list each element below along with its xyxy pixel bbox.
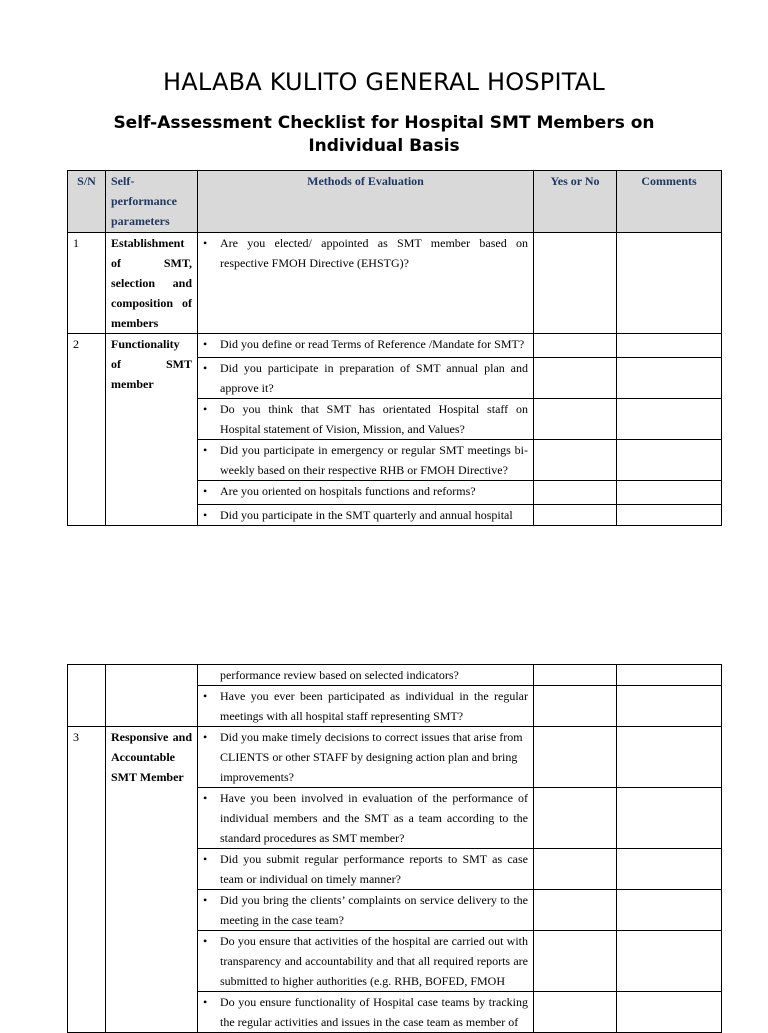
answer-cell[interactable] xyxy=(534,440,617,481)
question-text: Do you ensure that activities of the hospital are carried out with transparency and accountability and that all required reports are submitted to higher authorities (e.g. RHB, BOFED, FMOH xyxy=(220,934,528,988)
header-sn: S/N xyxy=(68,171,106,233)
question-cell xyxy=(198,727,534,788)
comment-cell[interactable] xyxy=(617,931,722,992)
question-cell xyxy=(198,931,534,992)
bullet: • xyxy=(203,995,208,1009)
question-text: Are you oriented on hospitals functions and reforms? xyxy=(220,484,476,498)
comment-cell[interactable] xyxy=(617,358,722,399)
question-cell xyxy=(198,890,534,931)
answer-cell[interactable] xyxy=(534,665,617,686)
bullet: • xyxy=(203,508,208,522)
comment-cell[interactable] xyxy=(617,890,722,931)
question-text: Did you bring the clients’ complaints on service delivery to the meeting in the case team? xyxy=(220,893,528,927)
answer-cell[interactable] xyxy=(534,727,617,788)
question-text: Are you elected/ appointed as SMT member based on respective FMOH Directive (EHSTG)? xyxy=(220,236,528,270)
row-sn xyxy=(68,665,106,727)
answer-cell[interactable] xyxy=(534,233,617,334)
question-cell xyxy=(198,849,534,890)
comment-cell[interactable] xyxy=(617,399,722,440)
question-cell xyxy=(198,399,534,440)
header-yes-no: Yes or No xyxy=(534,171,617,233)
header-parameters: Self-performance parameters xyxy=(106,171,198,233)
bullet: • xyxy=(203,236,208,250)
answer-cell[interactable] xyxy=(534,505,617,526)
bullet: • xyxy=(203,852,208,866)
question-cell xyxy=(198,233,534,334)
question-cell xyxy=(198,358,534,399)
comment-cell[interactable] xyxy=(617,849,722,890)
answer-cell[interactable] xyxy=(534,334,617,358)
row-sn: 3 xyxy=(68,727,106,1033)
checklist-table-page-2 xyxy=(67,664,722,1033)
question-cell xyxy=(198,788,534,849)
question-cell xyxy=(198,665,534,686)
question-text: Did you participate in preparation of SMT annual plan and approve it? xyxy=(220,361,528,395)
question-cell xyxy=(198,440,534,481)
question-cell xyxy=(198,481,534,505)
answer-cell[interactable] xyxy=(534,399,617,440)
bullet: • xyxy=(203,337,208,351)
row-sn: 2 xyxy=(68,334,106,526)
header-comments: Comments xyxy=(617,171,722,233)
table-row xyxy=(68,233,722,334)
table-row xyxy=(68,727,722,788)
comment-cell[interactable] xyxy=(617,992,722,1033)
comment-cell[interactable] xyxy=(617,440,722,481)
table-row xyxy=(68,665,722,686)
question-text: Did you submit regular performance reports to SMT as case team or individual on timely manner? xyxy=(220,852,528,886)
row-parameter: Functionality of SMT member xyxy=(106,334,198,526)
answer-cell[interactable] xyxy=(534,481,617,505)
bullet: • xyxy=(203,443,208,457)
comment-cell[interactable] xyxy=(617,727,722,788)
comment-cell[interactable] xyxy=(617,233,722,334)
question-text: Did you make timely decisions to correct issues that arise from CLIENTS or other STAFF by designing action plan and bring improvements? xyxy=(220,730,523,784)
question-cell xyxy=(198,992,534,1033)
document-subtitle: Self-Assessment Checklist for Hospital SMT Members on Individual Basis xyxy=(113,113,655,156)
header-methods: Methods of Evaluation xyxy=(198,171,534,233)
question-text: Have you ever been participated as individual in the regular meetings with all hospital staff representing SMT? xyxy=(220,689,528,723)
question-text: performance review based on selected indicators? xyxy=(220,668,459,682)
comment-cell[interactable] xyxy=(617,505,722,526)
bullet: • xyxy=(203,730,208,744)
question-cell xyxy=(198,334,534,358)
answer-cell[interactable] xyxy=(534,992,617,1033)
question-text: Did you participate in the SMT quarterly and annual hospital xyxy=(220,508,513,522)
question-text: Did you participate in emergency or regular SMT meetings bi-weekly based on their respective RHB or FMOH Directive? xyxy=(220,443,528,477)
comment-cell[interactable] xyxy=(617,665,722,686)
question-text: Do you think that SMT has orientated Hospital staff on Hospital statement of Vision, Mission, and Values? xyxy=(220,402,528,436)
answer-cell[interactable] xyxy=(534,686,617,727)
row-parameter xyxy=(106,665,198,727)
answer-cell[interactable] xyxy=(534,358,617,399)
bullet: • xyxy=(203,893,208,907)
bullet: • xyxy=(203,934,208,948)
question-text: Do you ensure functionality of Hospital case teams by tracking the regular activities and issues in the case team as member of xyxy=(220,995,528,1029)
table-row xyxy=(68,334,722,358)
answer-cell[interactable] xyxy=(534,849,617,890)
row-parameter: Establishment of SMT, selection and composition of members xyxy=(106,233,198,334)
bullet: • xyxy=(203,361,208,375)
row-parameter: Responsive and Accountable SMT Member xyxy=(106,727,198,1033)
table-header-row xyxy=(68,171,722,233)
question-cell xyxy=(198,505,534,526)
bullet: • xyxy=(203,402,208,416)
question-cell xyxy=(198,686,534,727)
comment-cell[interactable] xyxy=(617,686,722,727)
answer-cell[interactable] xyxy=(534,931,617,992)
bullet: • xyxy=(203,484,208,498)
comment-cell[interactable] xyxy=(617,788,722,849)
bullet: • xyxy=(203,689,208,703)
answer-cell[interactable] xyxy=(534,890,617,931)
question-text: Have you been involved in evaluation of the performance of individual members and the SMT as a team according to the standard procedures as SMT member? xyxy=(220,791,528,845)
checklist-table-page-1 xyxy=(67,170,722,526)
bullet: • xyxy=(203,791,208,805)
answer-cell[interactable] xyxy=(534,788,617,849)
row-sn: 1 xyxy=(68,233,106,334)
comment-cell[interactable] xyxy=(617,481,722,505)
question-text: Did you define or read Terms of Reference /Mandate for SMT? xyxy=(220,337,525,351)
document-title: HALABA KULITO GENERAL HOSPITAL xyxy=(163,68,605,96)
comment-cell[interactable] xyxy=(617,334,722,358)
